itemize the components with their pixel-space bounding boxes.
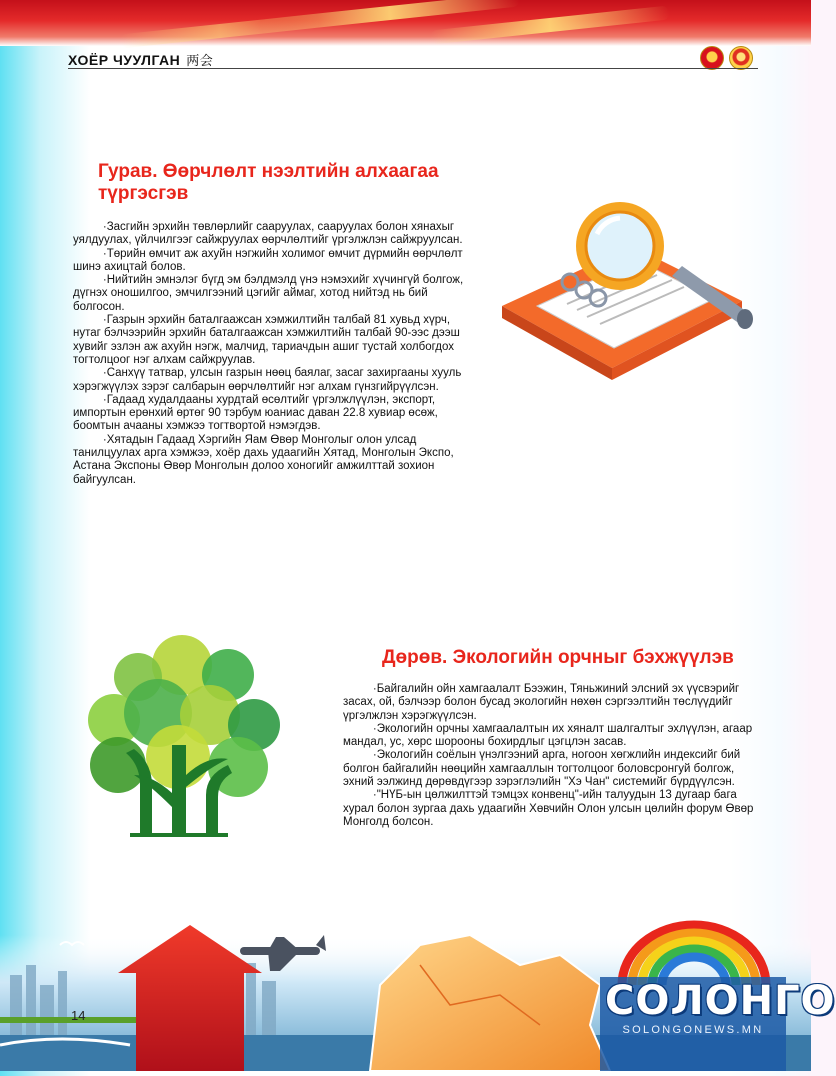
section4-paragraph: ·Экологийн соёлын үнэлгээний арга, ногоон хөгжлийн индексийг бий болгон байгалийн нөөцийн хамгааллын тогтолцоог боловсронгуй болгож, эхний ээлжинд дөрөвдүгээр зэрэглэлийн "Хэ Чан" системийг бүрдүүлсэн.	[343, 749, 741, 789]
section3-paragraph: ·Нийтийн эмнэлэг бүгд эм бэлдмэлд үнэ нэмэхийг хүчингүй болгож, дүгнэх оношилгоо, эмчилгээний цэгийг аймаг, хотод нийтэд нь бий болгосон.	[73, 274, 464, 313]
solongo-logo-text: СОЛОНГО	[605, 978, 836, 1024]
header-brand-text: ХОЁР ЧУУЛГАН	[68, 52, 181, 68]
section4-body	[343, 683, 755, 829]
header-brand	[68, 50, 213, 69]
section3-title: Гурав. Өөрчлөлт нээлтийн алхаагаа түргэсгэв	[98, 161, 439, 204]
page-header	[0, 46, 811, 72]
section4-paragraph: ·Экологийн орчны хамгаалалтын их хяналт шалгалтыг эхлүүлэн, агаар мандал, ус, хөрс шорооны бохирдлыг цэгцлэн засав.	[343, 722, 753, 749]
solongo-logo-url: SOLONGONEWS.MN	[622, 1024, 764, 1036]
section3-paragraph: ·Санхүү татвар, улсын газрын нөөц баялаг, засаг захиргааны хууль хэрэгжүүлэх зэрэг салбарын өөрчлөлтийг нэг алхам гүнзгийрүүлсэн.	[73, 367, 462, 393]
section4-paragraph: ·"НҮБ-ын цөлжилттэй тэмцэх конвенц"-ийн талуудын 13 дугаар бага хурал болон зургаа дахь удаагийн Хөвчийн Олон улсын цөлийн форум Өвөр Монголд болсон.	[343, 789, 754, 828]
section3-paragraph: ·Хятадын Гадаад Хэргийн Яам Өвөр Монголыг олон улсад танилцуулах арга хэмжээ, хоёр дахь удаагийн Хятад, Монголын Экспо, Астана Экспоны Өвөр Монголын долоо хоногийг амжилттай зохион байгуулсан.	[73, 433, 454, 486]
top-decorative-band	[0, 0, 811, 46]
header-brand-cn: 两会	[186, 53, 214, 68]
section3-paragraph: ·Засгийн эрхийн төвлөрлийг сааруулах, сааруулах болон хянахыг уялдуулах, үйлчилгээг сайжруулах өөрчлөлтийг үргэлжлэн сайжруулсан.	[73, 221, 463, 247]
section3-paragraph: ·Газрын эрхийн баталгаажсан хэмжилтийн талбай 81 хувьд хүрч, нутаг бэлчээрийн эрхийн баталгаажсан хэмжилтийн талбай 90-ээс дээш хувийг эзлэн аж ахуйн нэгж, малчид, тариачдын ашиг тустай холбогдох тогтолцоог нэг алхам сайжруулав.	[73, 314, 460, 366]
header-divider	[68, 68, 758, 69]
magnifier-document-icon	[492, 196, 772, 386]
national-emblem-icon	[700, 46, 724, 70]
section4-paragraph: ·Байгалийн ойн хамгаалалт Бээжин, Тяньжиний элсний эх үүсвэрийг засах, ой, бэлчээр болон бусад экологийн нөхөн сэргээлтийн төслүүдийг үргэлжлэн хэрэгжүүлсэн.	[343, 683, 740, 722]
section3-paragraph: ·Төрийн өмчит аж ахуйн нэгжийн холимог өмчит дүрмийн өөрчлөлт шинэ ахицтай болов.	[73, 247, 463, 273]
section4-title: Дөрөв. Экологийн орчныг бэхжүүлэв	[382, 647, 734, 668]
section3-body	[73, 221, 481, 487]
cppcc-emblem-icon	[729, 46, 753, 70]
page-number: 14	[71, 1008, 86, 1023]
green-tree-icon	[78, 625, 288, 850]
section3-paragraph: ·Гадаад худалдааны хурдтай өсөлтийг үргэлжлүүлэн, экспорт, импортын ерөнхий өртөг 90 тэрбум юаниас даван 22.8 хувиар өсөж, боомтын ачааны хэмжээ тогтвортой нэмэгдэв.	[73, 393, 438, 433]
